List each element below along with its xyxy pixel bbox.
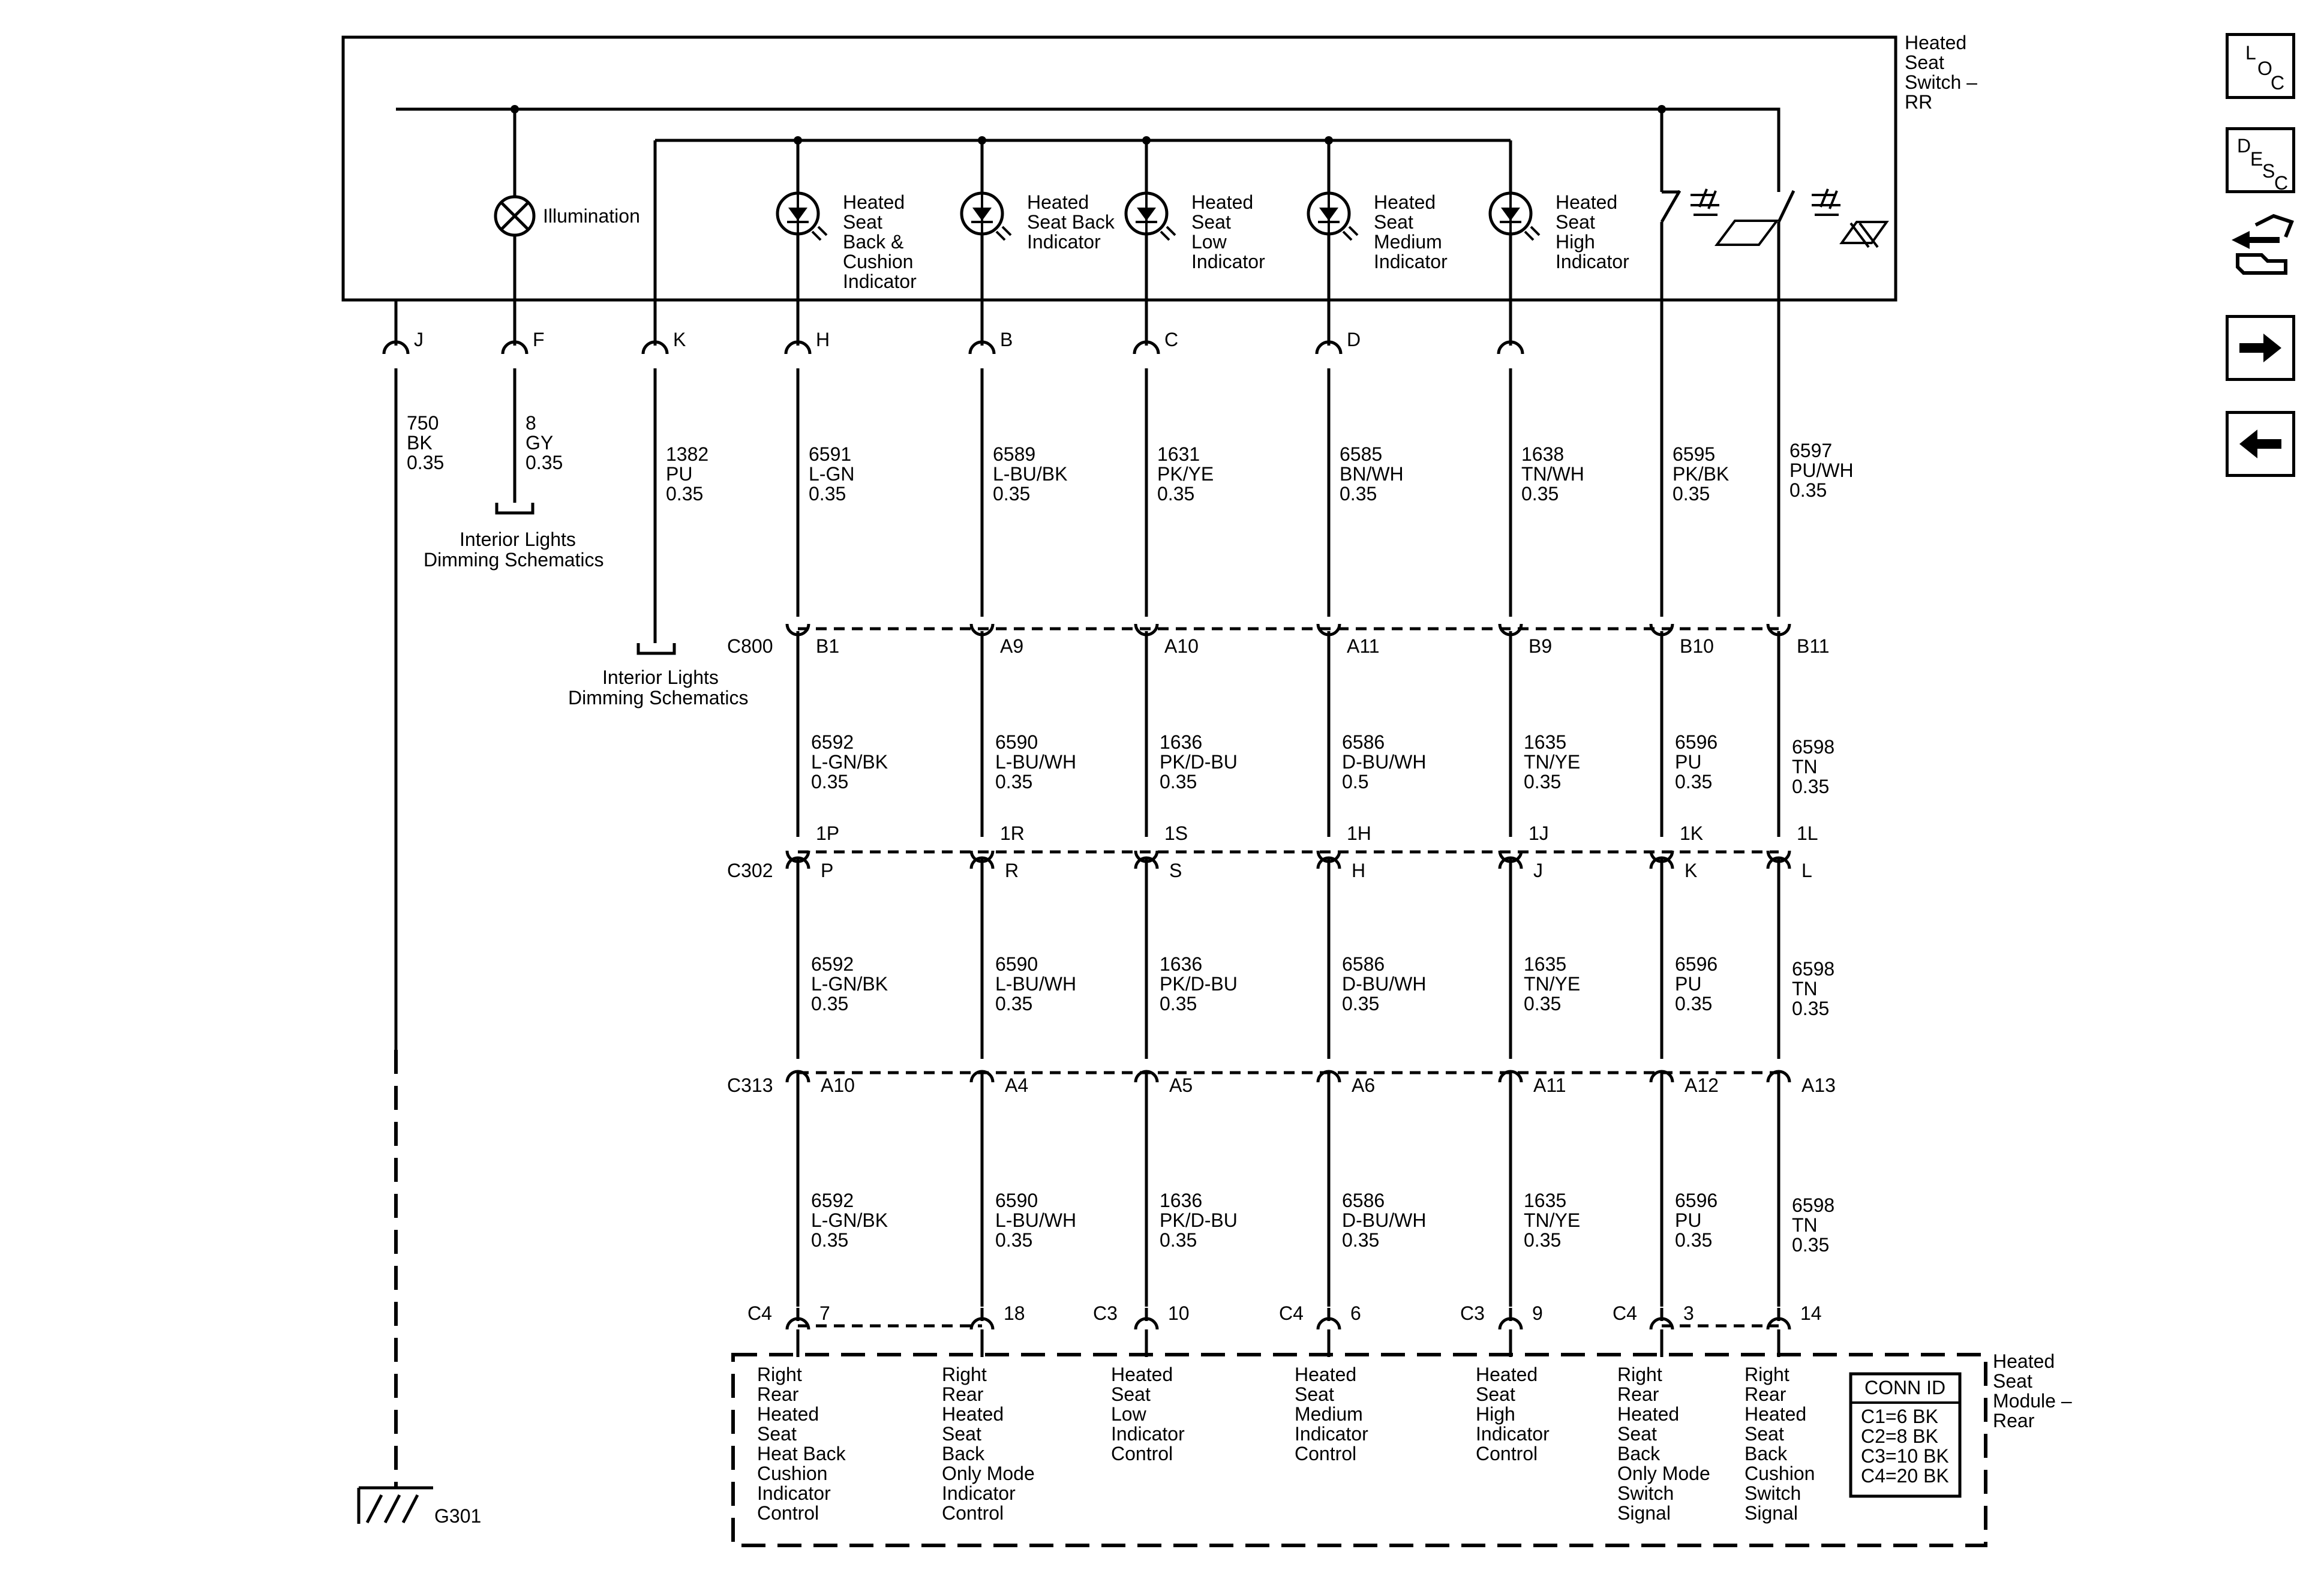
pin-label: S [1169,860,1182,881]
wire-label: TN [1792,756,1818,778]
wire-label: 0.35 [811,1229,849,1251]
wire-label: PK/D-BU [1160,1209,1238,1231]
next-page-button[interactable] [2226,315,2295,381]
wire-label: 0.35 [809,483,846,505]
module-function-label: Rear [1744,1383,1786,1405]
connector-name: C3 [1460,1302,1485,1324]
wire-label: 6596 [1675,1190,1718,1211]
wire-label: L-BU/WH [995,973,1077,995]
wire-label: 6598 [1792,1194,1835,1216]
module-function-label: Indicator [1111,1423,1185,1445]
wire-label: 6586 [1342,1190,1385,1211]
pin-label: B [1000,329,1013,350]
wire-label: BN/WH [1340,463,1404,485]
switch-back-only-contact-icon [1662,189,1777,300]
wire-label: 0.35 [1342,993,1380,1014]
pin-label: C [1164,329,1179,350]
switch-back-cushion-contact-icon [1779,189,1887,300]
indicator-label: Indicator [1191,251,1265,272]
pin-label: K [1685,860,1698,881]
svg-text:Switch –: Switch – [1905,71,1977,93]
indicator-label: Heated [1027,191,1089,213]
module-function-label: Cushion [757,1463,828,1484]
indicator-label: Seat Back [1027,211,1115,233]
indicator-label: High [1556,231,1595,253]
module-function-label: Seat [1617,1423,1657,1445]
connector-name: C302 [727,860,773,881]
svg-text:Module –: Module – [1993,1390,2072,1412]
module-function-label: Seat [1295,1383,1334,1405]
wire-label: PU [1675,1209,1702,1231]
wire-label: L-BU/WH [995,1209,1077,1231]
wire-label: 0.35 [1340,483,1377,505]
module-function-label: Signal [1617,1502,1671,1524]
wire-label: 1631 [1157,443,1200,465]
svg-text:Heated: Heated [1905,32,1967,53]
wire-label: 0.35 [1524,993,1562,1014]
indicator-label: Seat [1556,211,1595,233]
wires [384,300,1789,1357]
wire-label: L-GN [809,463,855,485]
module-function-label: Seat [757,1423,797,1445]
module-function-label: Rear [757,1383,799,1405]
module-function-label: Back [1744,1443,1788,1464]
module-function-label: Control [1295,1443,1357,1464]
pin-label: 3 [1683,1302,1694,1324]
wire-label: L-GN/BK [811,751,888,773]
module-function-label: Seat [1476,1383,1515,1405]
wire-label: 0.35 [1792,776,1830,797]
wire-label: 0.35 [1792,998,1830,1019]
wire-label: L-GN/BK [811,1209,888,1231]
wire-label: 0.35 [1160,771,1197,792]
pin-label: B9 [1529,635,1553,657]
pin-label: 6 [1350,1302,1361,1324]
module-function-label: Indicator [942,1482,1016,1504]
wire-label: 0.35 [1521,483,1559,505]
module-function-label: High [1476,1403,1515,1425]
wire-label: 0.35 [1160,1229,1197,1251]
wire-label: 0.35 [1524,1229,1562,1251]
illumination-label: Illumination [543,205,640,227]
module-function-label: Control [1111,1443,1173,1464]
pin-label: K [673,329,686,350]
wire-label: 6596 [1675,731,1718,753]
wire-label: 1636 [1160,1190,1203,1211]
module-function-label: Indicator [1295,1423,1368,1445]
pin-label: 7 [819,1302,830,1324]
pin-label: P [821,860,834,881]
pin-label: A12 [1685,1074,1719,1096]
ground-g301-icon [359,1050,433,1524]
svg-text:C2=8 BK: C2=8 BK [1861,1425,1938,1447]
wire-label: 6590 [995,731,1038,753]
svg-text:C4=20 BK: C4=20 BK [1861,1465,1949,1487]
pin-label: 1S [1164,822,1188,844]
module-function-label: Right [1744,1364,1789,1385]
module-function-label: Back [942,1443,985,1464]
conn-id-table [1851,1374,1960,1496]
wire-label: 8 [526,412,536,434]
wire-label: 750 [407,412,439,434]
wire-label: L-GN/BK [811,973,888,995]
wire-label: TN/YE [1524,973,1581,995]
indicator-label: Heated [1556,191,1618,213]
connector-name: C313 [727,1074,773,1096]
wire-label: TN [1792,1214,1818,1236]
wire-label: 6592 [811,731,854,753]
pin-label: 10 [1168,1302,1190,1324]
wire-label: 1638 [1521,443,1565,465]
svg-text:Seat: Seat [1905,52,1944,73]
module-function-label: Only Mode [942,1463,1035,1484]
wire-label: 0.35 [1792,1234,1830,1256]
indicator-label: Heated [1374,191,1436,213]
wire-label: 0.5 [1342,771,1369,792]
pin-label: A11 [1533,1074,1566,1096]
wire-label: PK/BK [1673,463,1730,485]
led-indicator-icon [962,140,1011,300]
module-function-label: Seat [1744,1423,1784,1445]
module-function-label: Switch [1617,1482,1674,1504]
wire-label: 0.35 [995,1229,1033,1251]
pin-label: B10 [1680,635,1714,657]
loc-button[interactable]: L O C [2226,33,2295,99]
wire-label: 0.35 [1789,479,1827,501]
wire-label: 6596 [1675,953,1718,975]
ground-label: G301 [434,1505,482,1527]
wire-label: 0.35 [1524,771,1562,792]
wire-label: 6585 [1340,443,1383,465]
pin-label: 9 [1532,1302,1543,1324]
module-function-label: Switch [1744,1482,1801,1504]
indicator-label: Medium [1374,231,1442,253]
indicator-label: Seat [843,211,882,233]
svg-text:Interior Lights: Interior Lights [602,667,719,688]
indicator-label: Heated [1191,191,1254,213]
indicator-label: Indicator [843,271,917,292]
svg-text:C3=10 BK: C3=10 BK [1861,1445,1949,1467]
wire-label: PU [1675,973,1702,995]
module-function-label: Heated [1617,1403,1680,1425]
wire-label: 1635 [1524,1190,1567,1211]
wire-label: L-BU/BK [993,463,1068,485]
pin-label: 1K [1680,822,1704,844]
svg-text:CONN ID: CONN ID [1864,1377,1946,1398]
wire-label: 0.35 [993,483,1031,505]
module-function-label: Heated [1111,1364,1173,1385]
svg-text:Dimming Schematics: Dimming Schematics [424,549,604,571]
pin-label: B1 [816,635,840,657]
indicator-label: Indicator [1027,231,1101,253]
wire-label: 0.35 [407,452,445,473]
wire-label: D-BU/WH [1342,973,1427,995]
wire-label: L-BU/WH [995,751,1077,773]
svg-text:RR: RR [1905,91,1933,113]
wire-label: 1635 [1524,953,1567,975]
wire-label: 0.35 [666,483,704,505]
indicator-label: Back & [843,231,904,253]
wire-label: 1636 [1160,731,1203,753]
arrow-right-icon [2229,318,2292,378]
module-function-label: Heated [1476,1364,1538,1385]
module-function-label: Seat [1111,1383,1151,1405]
pin-label: J [414,329,424,350]
pin-label: 1L [1797,822,1818,844]
wire-label: 1636 [1160,953,1203,975]
module-function-label: Signal [1744,1502,1798,1524]
wire-label: 0.35 [995,771,1033,792]
pin-label: 1H [1347,822,1371,844]
svg-text:Interior Lights: Interior Lights [460,529,576,550]
module-function-label: Medium [1295,1403,1363,1425]
wire-label: 1382 [666,443,709,465]
wire-label: 0.35 [526,452,563,473]
module-function-label: Control [942,1502,1004,1524]
previous-page-button[interactable] [2226,411,2295,477]
module-function-label: Heated [1744,1403,1807,1425]
indicator-label: Seat [1374,211,1413,233]
pin-label: A5 [1169,1074,1193,1096]
svg-text:Dimming Schematics: Dimming Schematics [568,687,749,709]
wire-label: 1635 [1524,731,1567,753]
module-function-label: Right [757,1364,802,1385]
module-function-label: Control [757,1502,819,1524]
switch-title [1905,32,1977,113]
module-title [1993,1350,2072,1431]
wire-label: 0.35 [1157,483,1195,505]
wire-label: 6590 [995,953,1038,975]
arrow-left-icon [2229,414,2292,474]
pin-label: D [1347,329,1361,350]
pin-label: A13 [1801,1074,1836,1096]
wire-label: 6591 [809,443,852,465]
wire-label: 0.35 [1342,1229,1380,1251]
pin-label: F [533,329,545,350]
pin-label: A10 [1164,635,1199,657]
pin-label: H [1352,860,1366,881]
indicator-label: Seat [1191,211,1231,233]
led-indicator-icon [777,140,827,300]
connector-end-view-icon [2226,213,2295,279]
module-function-label: Heat Back [757,1443,846,1464]
wire-label: TN [1792,978,1818,999]
pin-label: 1R [1000,822,1025,844]
module-function-label: Rear [1617,1383,1659,1405]
wire-label: PK/D-BU [1160,751,1238,773]
module-function-label: Control [1476,1443,1538,1464]
connector-name: C4 [1613,1302,1637,1324]
wire-label: 6586 [1342,731,1385,753]
module-function-label: Indicator [757,1482,831,1504]
wire-label: 0.35 [1675,993,1713,1014]
pin-label: H [816,329,830,350]
indicator-label: Cushion [843,251,914,272]
wire-label: 0.35 [1675,771,1713,792]
wire-label: TN/WH [1521,463,1584,485]
indicator-label: Indicator [1556,251,1629,272]
wire-label: TN/YE [1524,1209,1581,1231]
module-function-label: Heated [757,1403,819,1425]
wire-label: 6595 [1673,443,1716,465]
pin-label: R [1005,860,1019,881]
module-function-label: Only Mode [1617,1463,1710,1484]
pin-label: B11 [1797,635,1830,657]
wire-label: 0.35 [811,771,849,792]
wire-label: 6597 [1789,440,1833,461]
pin-label: A6 [1352,1074,1376,1096]
wire-label: 6592 [811,953,854,975]
pin-label: J [1533,860,1543,881]
wire-label: BK [407,432,433,454]
module-function-label: Back [1617,1443,1661,1464]
pin-label: 14 [1800,1302,1822,1324]
wire-label: PK/D-BU [1160,973,1238,995]
illumination-lamp-icon [496,109,534,300]
module-function-label: Low [1111,1403,1146,1425]
wire-label: PU/WH [1789,460,1854,481]
wire-label: 6598 [1792,736,1835,758]
module-function-label: Seat [942,1423,981,1445]
indicator-label: Low [1191,231,1227,253]
interior-lights-ref-1 [424,503,604,571]
led-indicator-icon [1126,140,1175,300]
led-indicator-icon [1490,140,1539,300]
wire-label: 0.35 [811,993,849,1014]
wire-label: 6598 [1792,958,1835,980]
svg-text:Heated: Heated [1993,1350,2055,1372]
connector-name: C4 [1279,1302,1304,1324]
indicator-label: Indicator [1374,251,1448,272]
pin-label: A4 [1005,1074,1029,1096]
connector-name: C3 [1093,1302,1118,1324]
connector-name: C800 [727,635,773,657]
module-function-label: Heated [942,1403,1004,1425]
interior-lights-ref-2 [568,643,749,709]
module-function-label: Right [1617,1364,1662,1385]
module-function-label: Right [942,1364,987,1385]
wire-label: 0.35 [1673,483,1710,505]
wire-label: 6590 [995,1190,1038,1211]
pin-label: A9 [1000,635,1024,657]
labels [407,191,1854,1524]
pin-label: 1P [816,822,840,844]
module-function-label: Rear [942,1383,984,1405]
svg-text:Seat: Seat [1993,1370,2032,1392]
pin-label: L [1801,860,1812,881]
wire-label: D-BU/WH [1342,1209,1427,1231]
module-function-label: Cushion [1744,1463,1815,1484]
wire-label: 0.35 [1675,1229,1713,1251]
pin-label: 1J [1529,822,1549,844]
module-function-label: Indicator [1476,1423,1550,1445]
module-function-label: Heated [1295,1364,1357,1385]
pin-label: 18 [1004,1302,1025,1324]
svg-text:C1=6 BK: C1=6 BK [1861,1406,1938,1427]
wire-label: TN/YE [1524,751,1581,773]
led-indicator-icon [1308,140,1358,300]
wire-label: D-BU/WH [1342,751,1427,773]
connector-name: C4 [747,1302,772,1324]
wire-label: PU [1675,751,1702,773]
wire-label: 0.35 [1160,993,1197,1014]
pin-label: A11 [1347,635,1380,657]
wire-label: 6586 [1342,953,1385,975]
indicator-label: Heated [843,191,905,213]
pin-label: A10 [821,1074,855,1096]
wire-label: 0.35 [995,993,1033,1014]
wire-label: 6592 [811,1190,854,1211]
svg-text:Rear: Rear [1993,1410,2035,1431]
wire-label: GY [526,432,554,454]
wire-label: PU [666,463,693,485]
desc-button[interactable]: D E S C [2226,127,2295,193]
wire-label: 6589 [993,443,1036,465]
connector-end-view-button[interactable] [2226,213,2295,279]
wire-label: PK/YE [1157,463,1214,485]
